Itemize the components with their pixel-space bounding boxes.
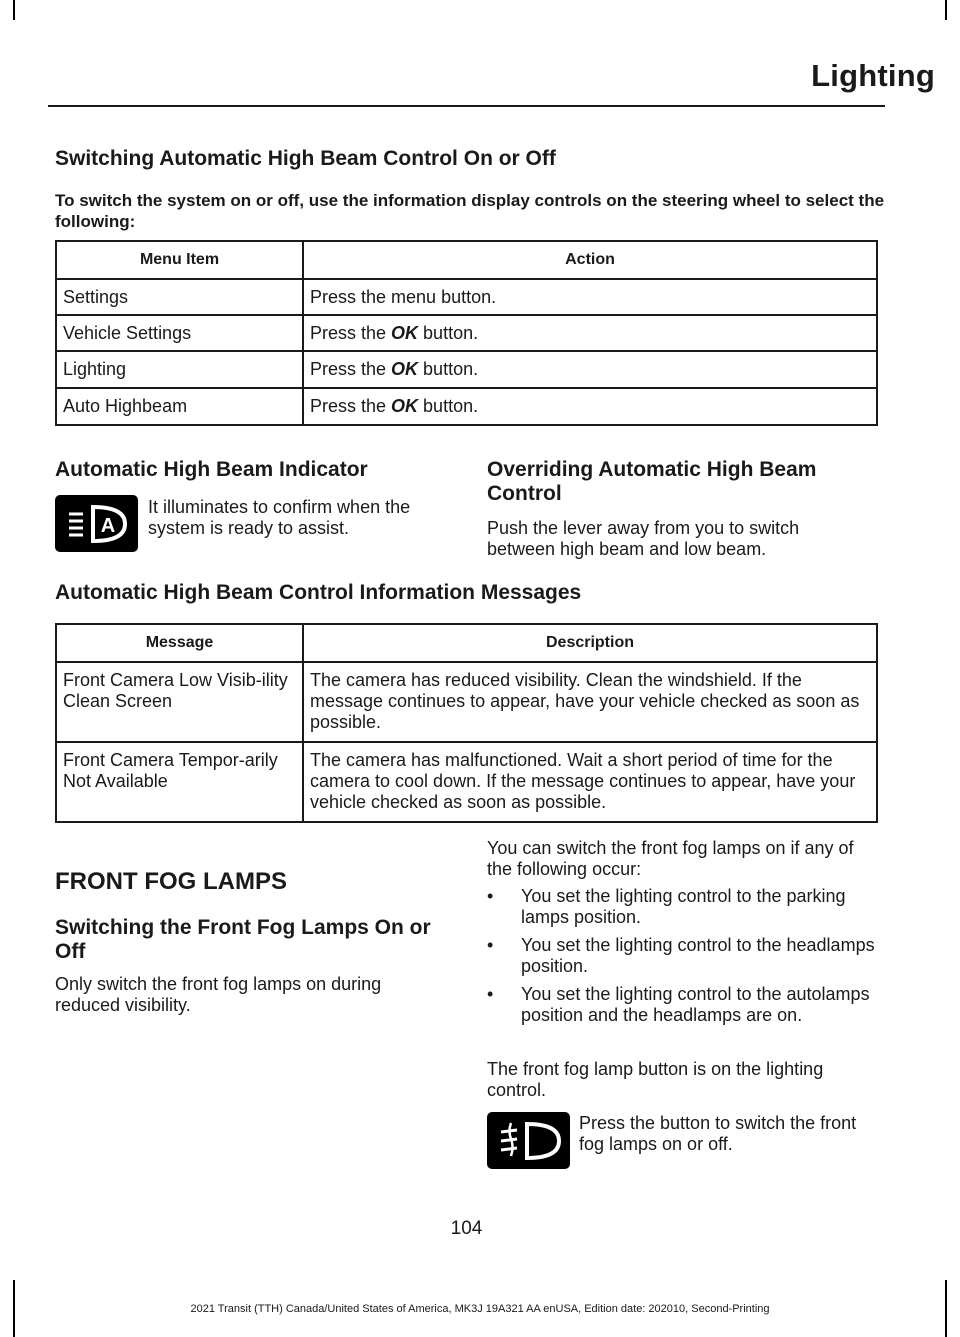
crop-mark-top-left: [13, 0, 15, 20]
edition-footer: 2021 Transit (TTH) Canada/United States of America, MK3J 19A321 AA enUSA, Edition date: 202010, Second-Printing: [190, 1303, 770, 1315]
header-divider: [48, 105, 885, 107]
menu-item-cell: Settings: [56, 279, 303, 315]
table-row: [56, 388, 877, 425]
messages-table: [55, 623, 878, 823]
menu-table-header-item: Menu Item: [56, 241, 303, 279]
action-cell: Press the menu button.: [303, 279, 877, 315]
page-number: 104: [450, 1218, 483, 1239]
action-cell: Press the OK button.: [303, 351, 877, 388]
messages-heading: Automatic High Beam Control Information Messages: [55, 581, 582, 604]
action-cell: Press the OK button.: [303, 315, 877, 351]
override-heading: Overriding Automatic High Beam Control: [487, 458, 817, 505]
table-row: [56, 662, 877, 742]
fog-right-intro: You can switch the front fog lamps on if any of the following occur:: [487, 838, 854, 879]
table-row: [56, 315, 877, 351]
indicator-heading: Automatic High Beam Indicator: [55, 458, 368, 481]
table-row: [56, 279, 877, 315]
menu-item-cell: Lighting: [56, 351, 303, 388]
list-item: • You set the lighting control to the parking lamps position.: [487, 886, 882, 928]
fog-subheading: Switching the Front Fog Lamps On or Off: [55, 916, 431, 963]
description-cell: The camera has reduced visibility. Clean the windshield. If the message continues to appear, have your vehicle checked as soon as possible.: [303, 662, 877, 742]
svg-text:A: A: [100, 515, 116, 537]
messages-header-message: Message: [56, 624, 303, 662]
list-item: • You set the lighting control to the autolamps position and the headlamps are on.: [487, 984, 882, 1026]
table-row: [56, 351, 877, 388]
page-title: Lighting: [811, 58, 935, 93]
menu-table: [55, 240, 878, 426]
indicator-text: It illuminates to confirm when the system is ready to assist.: [148, 497, 411, 538]
fog-icon-text: Press the button to switch the front fog lamps on or off.: [579, 1113, 857, 1154]
messages-header-description: Description: [303, 624, 877, 662]
description-cell: The camera has malfunctioned. Wait a short period of time for the camera to cool down. If the message continues to appear, have your vehicle checked as soon as possible.: [303, 742, 877, 822]
fog-conditions-list: [487, 886, 882, 1033]
section-heading-switching-ahb: Switching Automatic High Beam Control On or Off: [55, 147, 556, 170]
fog-section-title: FRONT FOG LAMPS: [55, 868, 287, 895]
override-text: Push the lever away from you to switch between high beam and low beam.: [487, 518, 800, 559]
menu-table-header-action: Action: [303, 241, 877, 279]
message-cell: Front Camera Low Visib-ility Clean Screen: [56, 662, 303, 742]
fog-left-text: Only switch the front fog lamps on during reduced visibility.: [55, 974, 382, 1015]
crop-mark-top-right: [945, 0, 947, 20]
fog-button-text: The front fog lamp button is on the lighting control.: [487, 1059, 824, 1100]
table-row: [56, 742, 877, 822]
menu-item-cell: Vehicle Settings: [56, 315, 303, 351]
action-cell: Press the OK button.: [303, 388, 877, 425]
list-item: • You set the lighting control to the headlamps position.: [487, 935, 882, 977]
section-intro: To switch the system on or off, use the information display controls on the steering wheel to select the following:: [55, 191, 885, 231]
auto-high-beam-icon: [55, 495, 138, 552]
menu-item-cell: Auto Highbeam: [56, 388, 303, 425]
front-fog-lamp-icon: [487, 1112, 570, 1169]
message-cell: Front Camera Tempor-arily Not Available: [56, 742, 303, 822]
